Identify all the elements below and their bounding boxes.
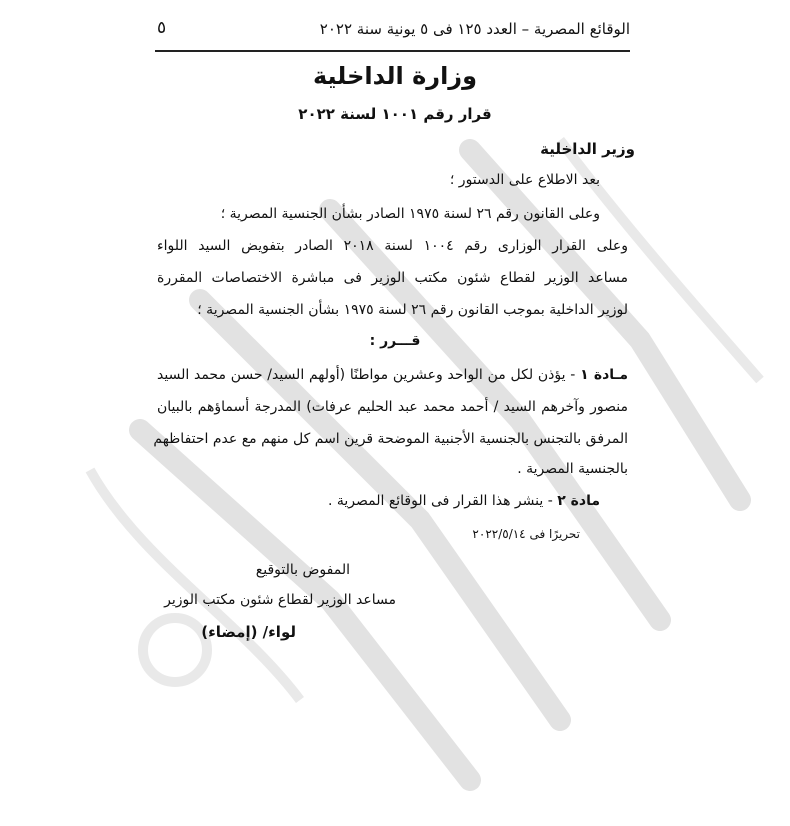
article-1-line: منصور وآخرهم السيد / أحمد محمد عبد الحليم عرفات) المدرجة أسماؤهم بالبيان xyxy=(157,399,628,415)
decree-title: قرار رقم ١٠٠١ لسنة ٢٠٢٢ xyxy=(298,105,492,123)
article-1-text: - يؤذن لكل من الواحد وعشرين مواطنًا (أولهم السيد/ حسن محمد السيد xyxy=(157,367,576,383)
minister-heading: وزير الداخلية xyxy=(540,140,635,158)
preamble-line: وعلى القانون رقم ٢٦ لسنة ١٩٧٥ الصادر بشأن الجنسية المصرية ؛ xyxy=(220,206,600,222)
article-2-text: - ينشر هذا القرار فى الوقائع المصرية . xyxy=(327,493,553,509)
article-1-first-line xyxy=(157,367,628,383)
page-number: ٥ xyxy=(157,18,167,38)
signatory-position: مساعد الوزير لقطاع شئون مكتب الوزير xyxy=(164,592,396,608)
article-1-line: بالجنسية المصرية . xyxy=(517,461,628,477)
preamble-line: بعد الاطلاع على الدستور ؛ xyxy=(449,172,600,188)
preamble-line: وعلى القرار الوزارى رقم ١٠٠٤ لسنة ٢٠١٨ الصادر بتفويض السيد اللواء xyxy=(157,238,629,254)
signatory-signed: لواء/ (إمضاء) xyxy=(201,623,296,641)
delegate-label: المفوض بالتوقيع xyxy=(255,562,350,578)
preamble-line: لوزير الداخلية بموجب القانون رقم ٢٦ لسنة ١٩٧٥ بشأن الجنسية المصرية ؛ xyxy=(197,302,628,318)
ministry-heading: وزارة الداخلية xyxy=(312,62,478,90)
date-line: تحريرًا فى ٢٠٢٢/٥/١٤ xyxy=(472,527,580,541)
decided-heading: قـــرر : xyxy=(369,333,421,349)
article-2 xyxy=(328,493,600,509)
article-1-line: المرفق بالتجنس بالجنسية الأجنبية الموضحة قرين اسم كل منهم مع عدم احتفاظهم xyxy=(153,431,628,447)
article-1-label: مـادة ١ xyxy=(580,367,628,383)
article-2-label: مادة ٢ xyxy=(557,493,600,509)
gazette-title: الوقائع المصرية – العدد ١٢٥ فى ٥ يونية سنة ٢٠٢٢ xyxy=(319,20,630,38)
preamble-line: مساعد الوزير لقطاع شئون مكتب الوزير فى مباشرة الاختصاصات المقررة xyxy=(157,270,628,286)
page-header xyxy=(155,16,630,52)
